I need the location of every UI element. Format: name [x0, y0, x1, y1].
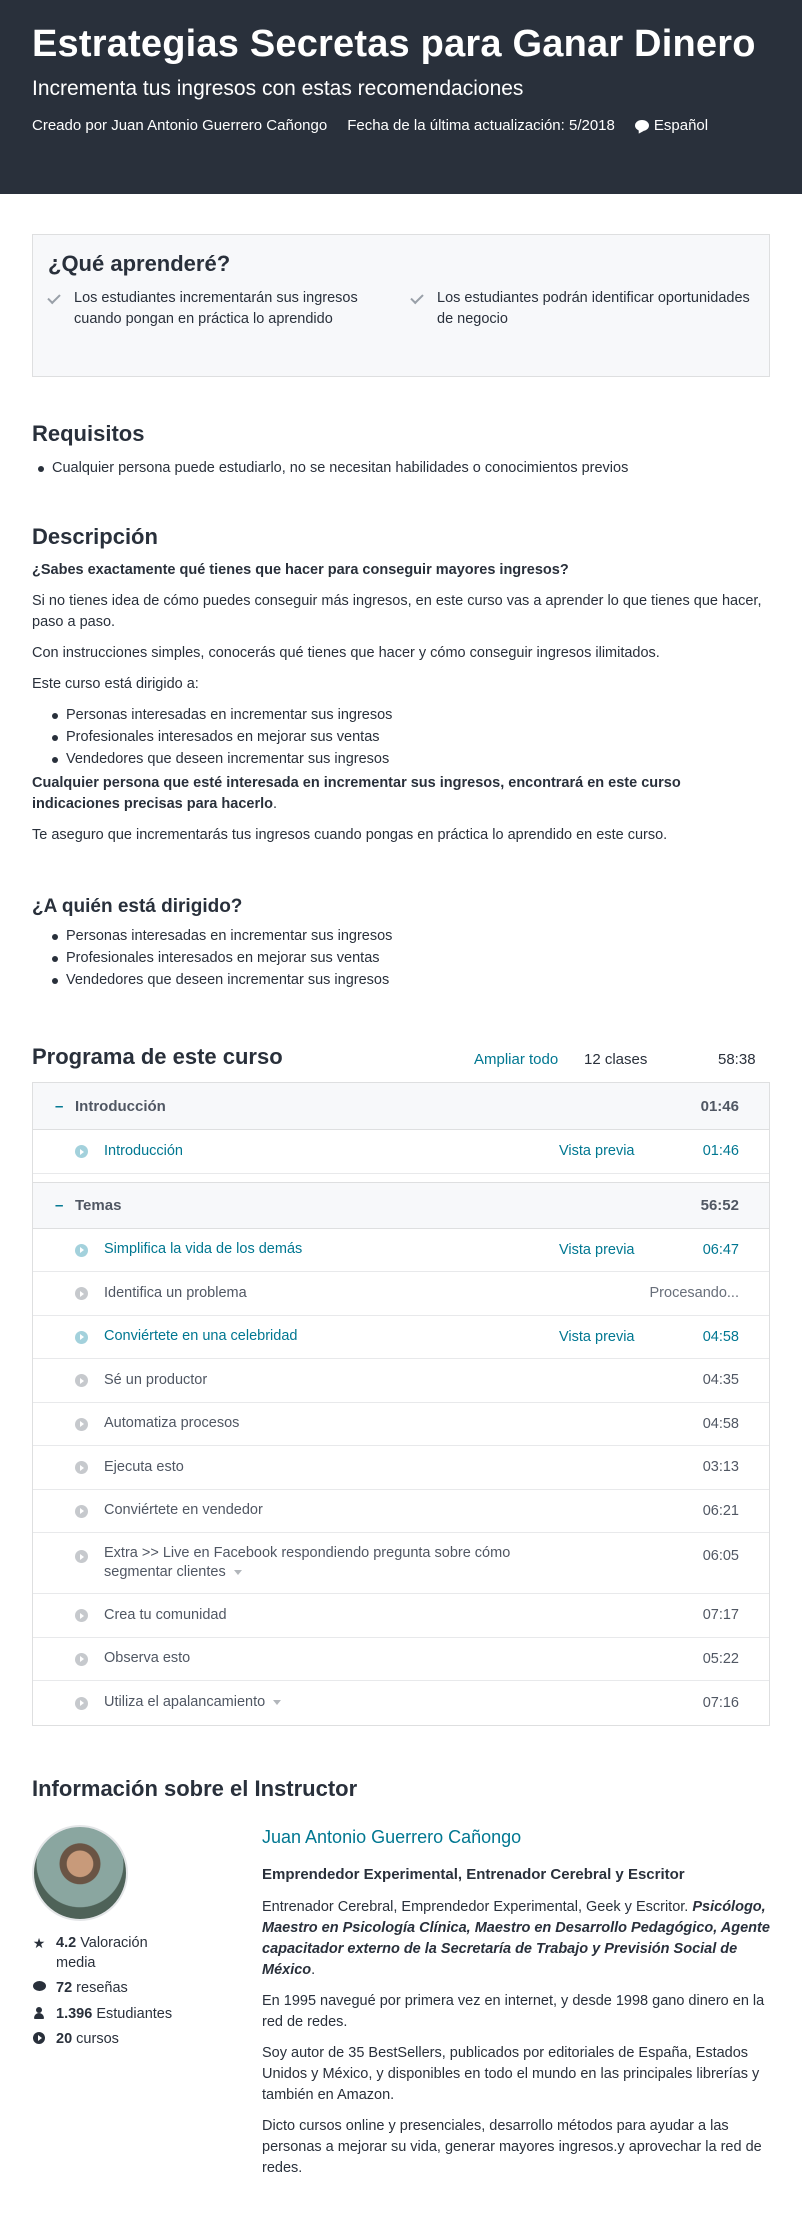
what-you-learn-box — [32, 234, 770, 377]
preview-link[interactable]: Vista previa — [559, 1241, 635, 1258]
lecture-row — [33, 1403, 769, 1447]
students-value: 1.396 — [56, 2005, 93, 2022]
course-content — [0, 194, 802, 2209]
preview-link[interactable]: Vista previa — [559, 1143, 635, 1160]
speech-bubble-icon — [635, 120, 649, 131]
instructor-card — [32, 1825, 770, 2189]
lecture-title: Extra >> Live en Facebook respondiendo pregunta sobre cómo segmentar clientes — [104, 1544, 511, 1581]
play-icon — [75, 1244, 88, 1257]
collapse-icon: – — [55, 1097, 64, 1115]
course-title: Estrategias Secretas para Ganar Dinero — [32, 23, 756, 65]
play-icon — [75, 1609, 88, 1622]
rating-value: 4.2 — [56, 1934, 77, 1951]
lecture-count: 12 clases — [584, 1050, 648, 1068]
lecture-duration: 01:46 — [702, 1143, 739, 1160]
caret-down-icon[interactable] — [273, 1700, 281, 1705]
instructor-bio — [262, 1897, 770, 1981]
lecture-title: Crea tu comunidad — [104, 1606, 227, 1623]
requirements-list — [32, 458, 770, 480]
check-icon — [410, 291, 423, 304]
lecture-title: Utiliza el apalancamiento — [104, 1694, 266, 1711]
courses-label: cursos — [76, 2030, 119, 2047]
lecture-title[interactable]: Simplifica la vida de los demás — [104, 1241, 303, 1258]
lecture-row[interactable] — [33, 1681, 769, 1725]
audience-item: Vendedores que deseen incrementar sus ingresos — [52, 970, 770, 992]
comment-icon — [32, 1981, 46, 1991]
course-language — [635, 115, 708, 136]
course-meta — [32, 115, 770, 136]
lecture-duration: 07:16 — [702, 1694, 739, 1711]
description-paragraph: Te aseguro que incrementarás tus ingresos cuando pongas en práctica lo aprendido en este curso. — [32, 826, 668, 843]
bio-credential-main: Psicólogo — [692, 1898, 762, 1915]
instructor-students — [32, 2004, 262, 2024]
description-title: Descripción — [32, 523, 158, 549]
lecture-title: Conviértete en vendedor — [104, 1502, 263, 1519]
bio-paragraph: En 1995 navegué por primera vez en internet, y desde 1998 gano dinero en la red de redes. — [262, 1992, 765, 2030]
lecture-row — [33, 1446, 769, 1490]
lecture-title-expandable[interactable] — [104, 1544, 699, 1583]
rating-label: Valoración media — [56, 1934, 148, 1971]
play-icon — [75, 1145, 88, 1158]
instructor-reviews — [32, 1978, 262, 1998]
play-icon — [75, 1331, 88, 1344]
learn-item — [48, 288, 391, 330]
description-paragraph: Este curso está dirigido a: — [32, 676, 199, 693]
description-bold-statement — [32, 773, 770, 815]
bold-statement-end: . — [272, 795, 278, 812]
lecture-row[interactable] — [33, 1316, 769, 1360]
play-icon — [75, 1550, 88, 1563]
section-name: Introducción — [75, 1097, 166, 1115]
section-duration: 01:46 — [700, 1097, 739, 1115]
bio-credentials: , Maestro en Psicología Clínica, Maestro en Desarrollo Pedagógico, Agente capacitador externo de la Secretaría de Trabajo y Previsión Social de México — [262, 1898, 770, 1978]
instructor-rating — [32, 1933, 262, 1974]
instructor-headline: Emprendedor Experimental, Entrenador Cerebral y Escritor — [262, 1865, 685, 1883]
description-bullet: Profesionales interesados en mejorar sus ventas — [52, 727, 770, 749]
lecture-row — [33, 1638, 769, 1682]
instructor-courses — [32, 2029, 262, 2049]
instructor-bio-column — [262, 1825, 770, 2189]
play-icon — [75, 1418, 88, 1431]
course-subtitle: Incrementa tus ingresos con estas recomendaciones — [32, 76, 524, 100]
lecture-status: Procesando... — [649, 1285, 739, 1302]
section-spacer — [33, 1174, 769, 1182]
lecture-duration: 06:05 — [702, 1548, 739, 1565]
play-icon — [75, 1461, 88, 1474]
curriculum-header — [32, 1042, 770, 1073]
lecture-duration: 05:22 — [702, 1650, 739, 1667]
lecture-title[interactable]: Introducción — [104, 1142, 183, 1159]
instructor-stats-column — [32, 1825, 262, 2189]
bio-intro: Entrenador Cerebral, Emprendedor Experimental, Geek y Escritor. — [262, 1898, 689, 1915]
audience-list — [32, 926, 770, 991]
audience-title: ¿A quién está dirigido? — [32, 895, 243, 917]
lecture-duration: 06:47 — [702, 1241, 739, 1258]
instructor-section-title: Información sobre el Instructor — [32, 1775, 358, 1801]
section-header-introduccion[interactable] — [33, 1083, 769, 1130]
expand-all-link[interactable]: Ampliar todo — [474, 1050, 559, 1068]
lecture-duration: 04:58 — [702, 1415, 739, 1432]
learn-item-text: Los estudiantes podrán identificar oportunidades de negocio — [437, 289, 750, 327]
section-header-temas[interactable] — [33, 1182, 769, 1229]
learn-item — [411, 288, 754, 330]
bio-paragraph: Soy autor de 35 BestSellers, publicados por editoriales de España, Estados Unidos y México, y disponibles en todo el mundo en las principales librerías y también en Amazon. — [262, 2044, 760, 2103]
learn-item-text: Los estudiantes incrementarán sus ingresos cuando pongan en práctica lo aprendido — [74, 289, 358, 327]
description-bullet: Vendedores que deseen incrementar sus ingresos — [52, 749, 770, 771]
collapse-icon: – — [55, 1196, 64, 1214]
total-duration: 58:38 — [718, 1050, 756, 1068]
play-icon — [75, 1505, 88, 1518]
lecture-title: Ejecuta esto — [104, 1458, 184, 1475]
lecture-duration: 04:58 — [702, 1328, 739, 1345]
lecture-row[interactable] — [33, 1130, 769, 1174]
check-icon — [47, 291, 60, 304]
description-body — [32, 560, 770, 845]
lecture-row — [33, 1490, 769, 1534]
description-bullet: Personas interesadas en incrementar sus ingresos — [52, 705, 770, 727]
lecture-title: Automatiza procesos — [104, 1415, 240, 1432]
description-paragraph: Si no tienes idea de cómo puedes conseguir más ingresos, en este curso vas a aprender lo que tienes que hacer, paso a paso. — [32, 593, 762, 631]
play-icon — [75, 1287, 88, 1300]
preview-link[interactable]: Vista previa — [559, 1328, 635, 1345]
lecture-row — [33, 1594, 769, 1638]
section-duration: 56:52 — [700, 1196, 739, 1214]
instructor-avatar[interactable] — [32, 1825, 128, 1921]
description-paragraph: Con instrucciones simples, conocerás qué tienes que hacer y cómo conseguir ingresos ilimitados. — [32, 645, 660, 662]
lecture-row — [33, 1359, 769, 1403]
audience-item: Profesionales interesados en mejorar sus ventas — [52, 948, 770, 970]
lecture-title: Observa esto — [104, 1650, 191, 1667]
reviews-label: reseñas — [76, 1980, 128, 1997]
students-label: Estudiantes — [96, 2005, 173, 2022]
courses-value: 20 — [56, 2030, 73, 2047]
instructor-name-link[interactable]: Juan Antonio Guerrero Cañongo — [262, 1826, 522, 1847]
lecture-duration: 06:21 — [702, 1502, 739, 1519]
bold-statement-text: Cualquier persona que esté interesada en incrementar sus ingresos, encontrará en este curso indicaciones precisas para hacerlo — [32, 774, 681, 812]
requirement-item: Cualquier persona puede estudiarlo, no se necesitan habilidades o conocimientos previos — [38, 458, 770, 480]
last-updated: Fecha de la última actualización: 5/2018 — [347, 116, 615, 134]
lecture-duration: 04:35 — [702, 1372, 739, 1389]
bio-paragraph: Dicto cursos online y presenciales, desarrollo métodos para ayudar a las personas a mejorar su vida, generar mayores ingresos.y aprovechar la red de redes. — [262, 2117, 762, 2177]
bio-credentials-end: . — [311, 1961, 316, 1978]
description-question: ¿Sabes exactamente qué tienes que hacer para conseguir mayores ingresos? — [32, 562, 569, 579]
requirements-title: Requisitos — [32, 421, 145, 446]
language-label: Español — [653, 116, 709, 134]
curriculum-title: Programa de este curso — [32, 1043, 283, 1069]
play-icon — [75, 1697, 88, 1710]
lecture-row[interactable] — [33, 1533, 769, 1594]
lecture-row[interactable] — [33, 1229, 769, 1273]
lecture-row — [33, 1272, 769, 1316]
description-bullets — [32, 705, 770, 770]
play-icon — [75, 1374, 88, 1387]
section-name: Temas — [75, 1196, 122, 1214]
caret-down-icon[interactable] — [234, 1570, 242, 1575]
play-icon — [75, 1653, 88, 1666]
user-icon — [32, 2007, 46, 2019]
course-header — [0, 0, 802, 194]
what-you-learn-title: ¿Qué aprenderé? — [48, 251, 231, 276]
lecture-title[interactable]: Conviértete en una celebridad — [104, 1328, 298, 1345]
lecture-title: Identifica un problema — [104, 1284, 247, 1301]
lecture-title: Sé un productor — [104, 1371, 208, 1388]
created-by[interactable]: Creado por Juan Antonio Guerrero Cañongo — [32, 116, 328, 134]
play-circle-icon — [32, 2032, 46, 2044]
reviews-value: 72 — [56, 1980, 73, 1997]
star-icon: ★ — [32, 1934, 46, 1951]
audience-item: Personas interesadas en incrementar sus ingresos — [52, 926, 770, 948]
lecture-title-expandable[interactable] — [104, 1693, 699, 1713]
lecture-duration: 07:17 — [702, 1607, 739, 1624]
lecture-duration: 03:13 — [702, 1459, 739, 1476]
curriculum — [32, 1082, 770, 1726]
